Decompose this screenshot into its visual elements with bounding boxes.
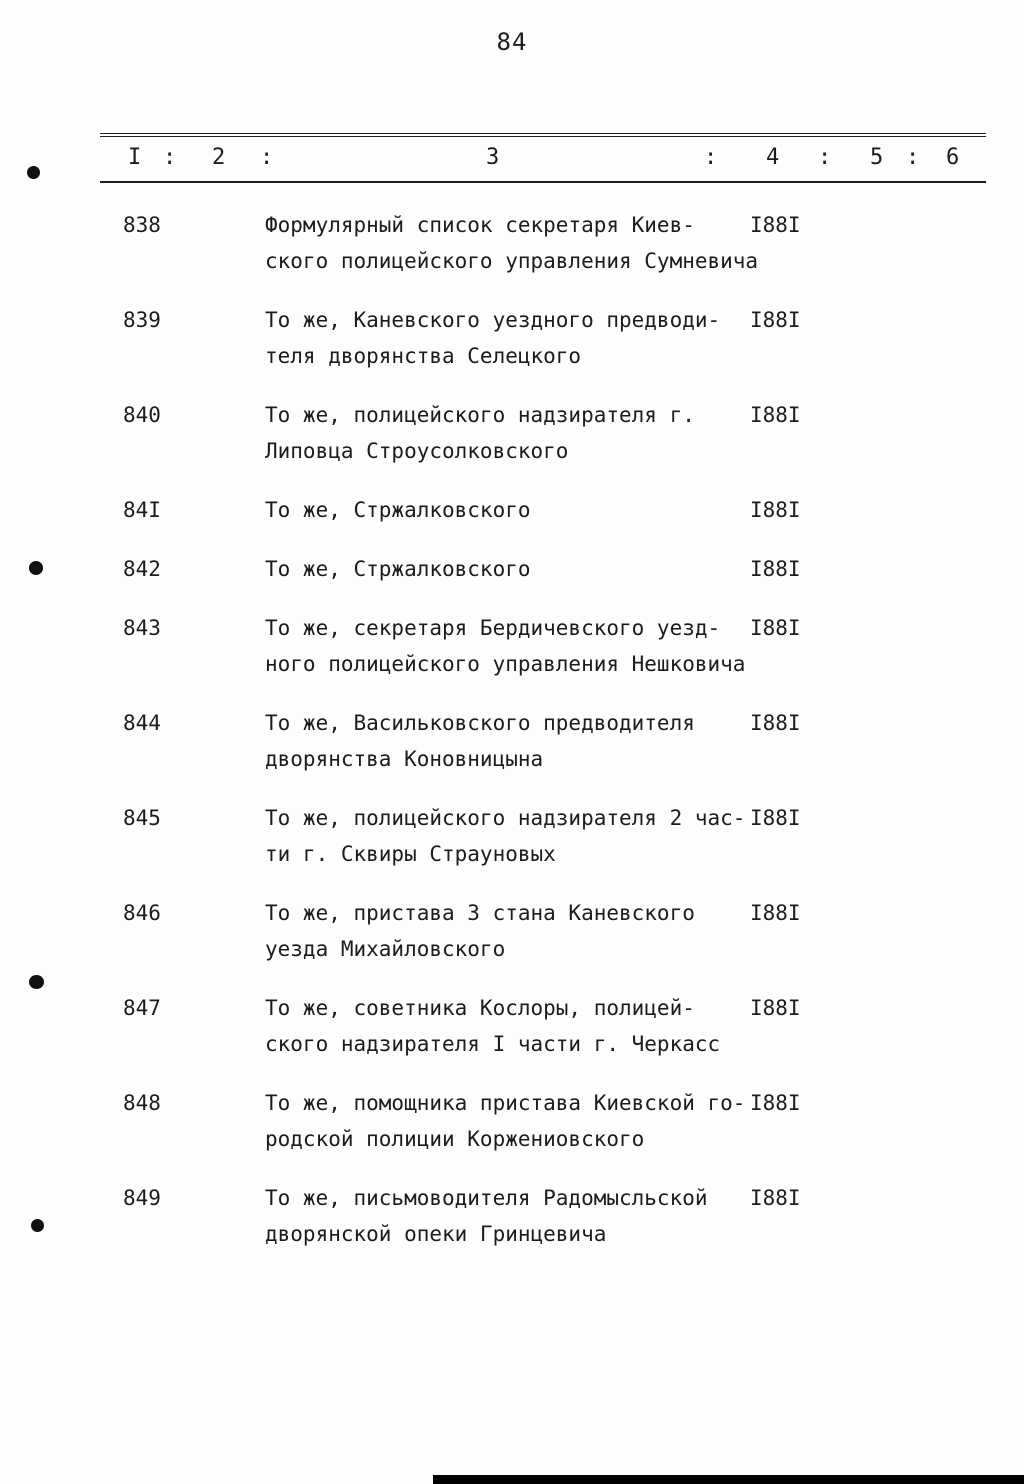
- entry-description-line1: То же, Каневского уездного предводи-: [265, 308, 721, 332]
- entry-year: I88I: [750, 213, 801, 237]
- column-separator: :: [818, 145, 832, 170]
- entry-number: 839: [123, 308, 161, 332]
- column-header-cell: 6: [946, 145, 960, 170]
- entry-description-line2: Липовца Строусолковского: [265, 439, 569, 463]
- entry-number: 842: [123, 557, 161, 581]
- entry-description: [265, 895, 750, 967]
- ink-dot: [29, 975, 44, 989]
- entry-year: I88I: [750, 901, 801, 925]
- entry-list: [0, 207, 1024, 1275]
- entry-description-line1: То же, Васильковского предводителя: [265, 711, 695, 735]
- entry-description-line2: дворянской опеки Гринцевича: [265, 1222, 607, 1246]
- entry-number: 849: [123, 1186, 161, 1210]
- entry-description: [265, 302, 750, 374]
- ink-dot: [27, 166, 40, 179]
- entry-number: 844: [123, 711, 161, 735]
- column-header-row: [100, 133, 986, 183]
- entry-number: 843: [123, 616, 161, 640]
- entry-number: 848: [123, 1091, 161, 1115]
- entry-year: I88I: [750, 308, 801, 332]
- entry-row: [0, 1085, 1024, 1157]
- entry-year: I88I: [750, 806, 801, 830]
- entry-description: [265, 207, 759, 279]
- entry-number: 838: [123, 213, 161, 237]
- entry-row: [0, 551, 1024, 587]
- entry-description-line2: теля дворянства Селецкого: [265, 344, 582, 368]
- entry-row: [0, 610, 1024, 682]
- entry-description-line1: Формулярный список секретаря Киев-: [265, 213, 695, 237]
- entry-number: 840: [123, 403, 161, 427]
- entry-description-line2: родской полиции Коржениовского: [265, 1127, 645, 1151]
- ink-dot: [29, 561, 43, 575]
- entry-description-line1: То же, полицейского надзирателя г.: [265, 403, 695, 427]
- entry-description-line2: ного полицейского управления Нешковича: [265, 652, 746, 676]
- column-header-cell: I: [128, 145, 142, 170]
- entry-row: [0, 1180, 1024, 1252]
- entry-year: I88I: [750, 616, 801, 640]
- entry-number: 84I: [123, 498, 161, 522]
- entry-description-line2: ти г. Сквиры Страуновых: [265, 842, 556, 866]
- entry-description-line2: дворянства Коновницына: [265, 747, 544, 771]
- entry-number: 846: [123, 901, 161, 925]
- entry-description: [265, 610, 750, 682]
- column-header-cell: 3: [486, 145, 500, 170]
- entry-row: [0, 397, 1024, 469]
- entry-year: I88I: [750, 1186, 801, 1210]
- entry-number: 845: [123, 806, 161, 830]
- entry-description-line1: То же, секретаря Бердичевского уезд-: [265, 616, 721, 640]
- entry-description: [265, 1180, 750, 1252]
- column-header-cell: 5: [870, 145, 884, 170]
- entry-description-line1: То же, Стржалковского: [265, 498, 531, 522]
- column-separator: :: [906, 145, 920, 170]
- column-header-cell: 2: [212, 145, 226, 170]
- entry-description-line1: То же, пристава 3 стана Каневского: [265, 901, 695, 925]
- entry-row: [0, 207, 1024, 279]
- entry-number: 847: [123, 996, 161, 1020]
- entry-description-line1: То же, Стржалковского: [265, 557, 531, 581]
- scan-edge-bar: [433, 1475, 1024, 1484]
- entry-description-line1: То же, полицейского надзирателя 2 час-: [265, 806, 746, 830]
- entry-description-line1: То же, письмоводителя Радомысльской: [265, 1186, 708, 1210]
- entry-row: [0, 990, 1024, 1062]
- entry-year: I88I: [750, 557, 801, 581]
- entry-description: [265, 492, 750, 528]
- entry-year: I88I: [750, 498, 801, 522]
- entry-description: [265, 705, 750, 777]
- entry-description-line2: ского надзирателя I части г. Черкасс: [265, 1032, 721, 1056]
- entry-row: [0, 705, 1024, 777]
- entry-description-line2: уезда Михайловского: [265, 937, 506, 961]
- entry-year: I88I: [750, 403, 801, 427]
- entry-description-line2: ского полицейского управления Сумневича: [265, 249, 759, 273]
- entry-year: I88I: [750, 1091, 801, 1115]
- entry-row: [0, 895, 1024, 967]
- column-separator: :: [260, 145, 274, 170]
- entry-year: I88I: [750, 711, 801, 735]
- entry-year: I88I: [750, 996, 801, 1020]
- entry-description: [265, 1085, 750, 1157]
- entry-row: [0, 492, 1024, 528]
- column-header-cell: 4: [766, 145, 780, 170]
- ink-dot: [31, 1219, 44, 1232]
- column-separator: :: [704, 145, 718, 170]
- entry-description-line1: То же, советника Кослоры, полицей-: [265, 996, 695, 1020]
- page-number: 84: [496, 28, 528, 56]
- column-separator: :: [163, 145, 177, 170]
- entry-description: [265, 990, 750, 1062]
- entry-description-line1: То же, помощника пристава Киевской го-: [265, 1091, 746, 1115]
- entry-description: [265, 551, 750, 587]
- entry-row: [0, 800, 1024, 872]
- entry-description: [265, 800, 750, 872]
- entry-row: [0, 302, 1024, 374]
- entry-description: [265, 397, 750, 469]
